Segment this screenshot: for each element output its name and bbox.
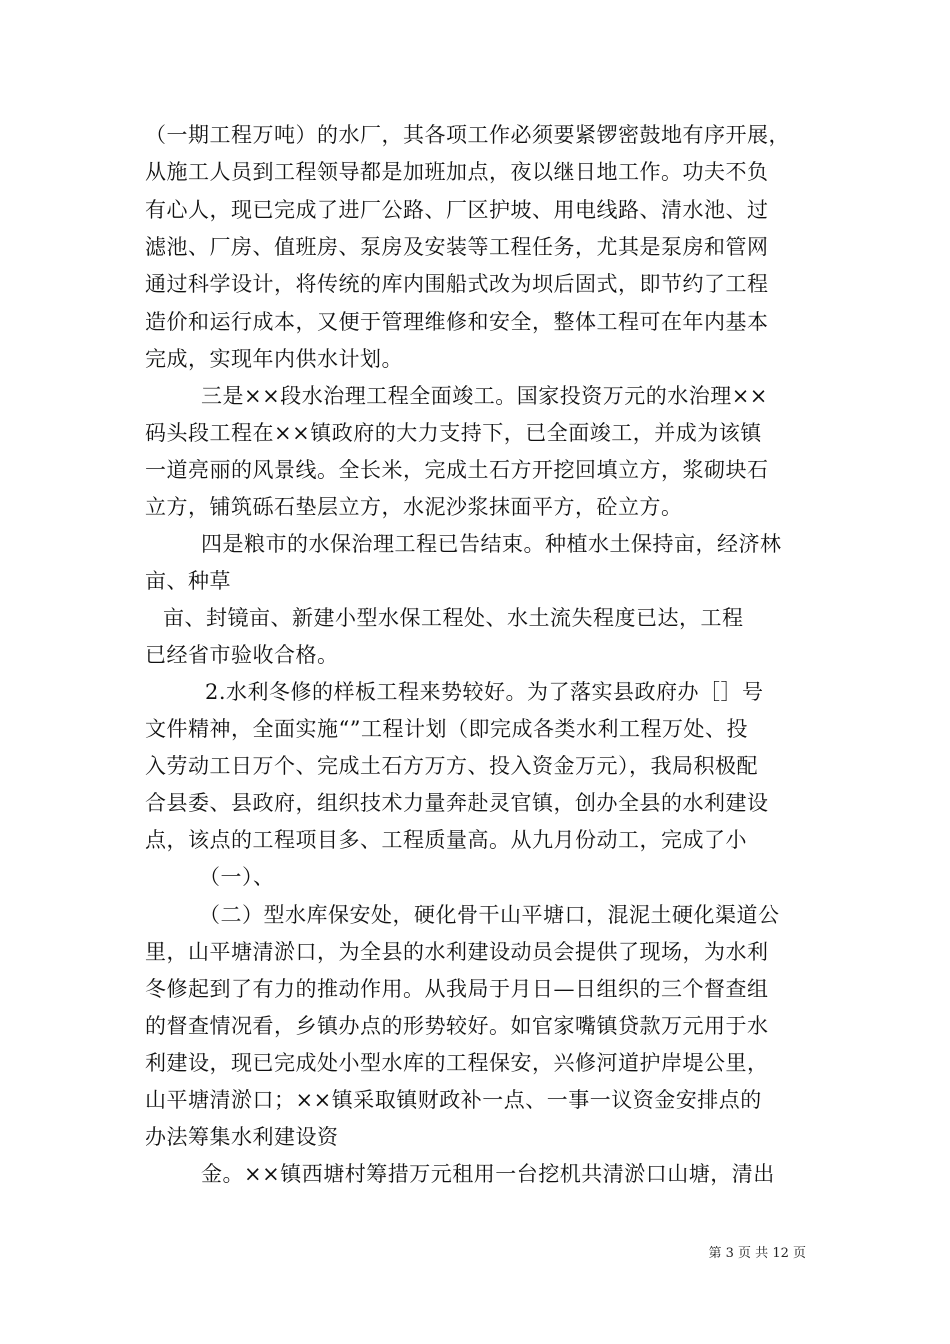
text-line: （二）型水库保安处，硬化骨干山平塘口，混泥土硬化渠道公 [199, 903, 780, 927]
text-line: 冬修起到了有力的推动作用。从我局于月日—日组织的三个督查组 [145, 977, 769, 1001]
text-line: 已经省市验收合格。 [145, 643, 339, 667]
text-line: 的督查情况看，乡镇办点的形势较好。如官家嘴镇贷款万元用于水 [145, 1014, 769, 1038]
text-line: 合县委、县政府，组织技术力量奔赴灵官镇，创办全县的水利建设 [145, 791, 769, 815]
text-line: 通过科学设计，将传统的库内围船式改为坝后固式，即节约了工程 [145, 272, 769, 296]
text-line: 亩、种草 [145, 569, 231, 593]
text-line: 造价和运行成本，又便于管理维修和安全，整体工程可在年内基本 [145, 310, 769, 334]
text-line: 四是粮市的水保治理工程已告结束。种植水土保持亩，经济林 [201, 532, 782, 556]
text-line: 三是××段水治理工程全面竣工。国家投资万元的水治理×× [201, 384, 768, 408]
text-line: 有心人，现已完成了进厂公路、厂区护坡、用电线路、清水池、过 [145, 198, 769, 222]
text-line: （一）、 [199, 865, 275, 889]
text-line: 从施工人员到工程领导都是加班加点，夜以继日地工作。功夫不负 [145, 160, 769, 184]
text-line: 金。××镇西塘村筹措万元租用一台挖机共清淤口山塘，清出 [201, 1162, 775, 1186]
text-line: 2.水利冬修的样板工程来势较好。为了落实县政府办［］号 [205, 680, 764, 704]
text-line: （一期工程万吨）的水厂，其各项工作必须要紧锣密鼓地有序开展， [145, 123, 790, 147]
text-line: 点，该点的工程项目多、工程质量高。从九月份动工，完成了小 [145, 828, 747, 852]
text-line: 入劳动工日万个、完成土石方万方、投入资金万元），我局积极配 [145, 754, 758, 778]
text-line: 利建设，现已完成处小型水库的工程保安，兴修河道护岸堤公里， [145, 1051, 769, 1075]
text-line: 码头段工程在××镇政府的大力支持下，已全面竣工，并成为该镇 [145, 421, 762, 445]
text-line: 完成，实现年内供水计划。 [145, 347, 403, 371]
text-line: 文件精神，全面实施“”工程计划（即完成各类水利工程万处、投 [145, 717, 748, 741]
text-line: 亩、封镜亩、新建小型水保工程处、水土流失程度已达，工程 [163, 606, 744, 630]
text-line: 滤池、厂房、值班房、泵房及安装等工程任务，尤其是泵房和管网 [145, 235, 769, 259]
text-line: 立方，铺筑砾石垫层立方，水泥沙浆抹面平方，砼立方。 [145, 495, 683, 519]
text-line: 山平塘清淤口；××镇采取镇财政补一点、一事一议资金安排点的 [145, 1088, 762, 1112]
text-line: 一道亮丽的风景线。全长米，完成土石方开挖回填立方，浆砌块石 [145, 458, 769, 482]
text-line: 里，山平塘清淤口，为全县的水利建设动员会提供了现场，为水利 [145, 940, 769, 964]
text-line: 办法筹集水利建设资 [145, 1125, 339, 1149]
page-number: 第 3 页 共 12 页 [708, 1246, 806, 1261]
